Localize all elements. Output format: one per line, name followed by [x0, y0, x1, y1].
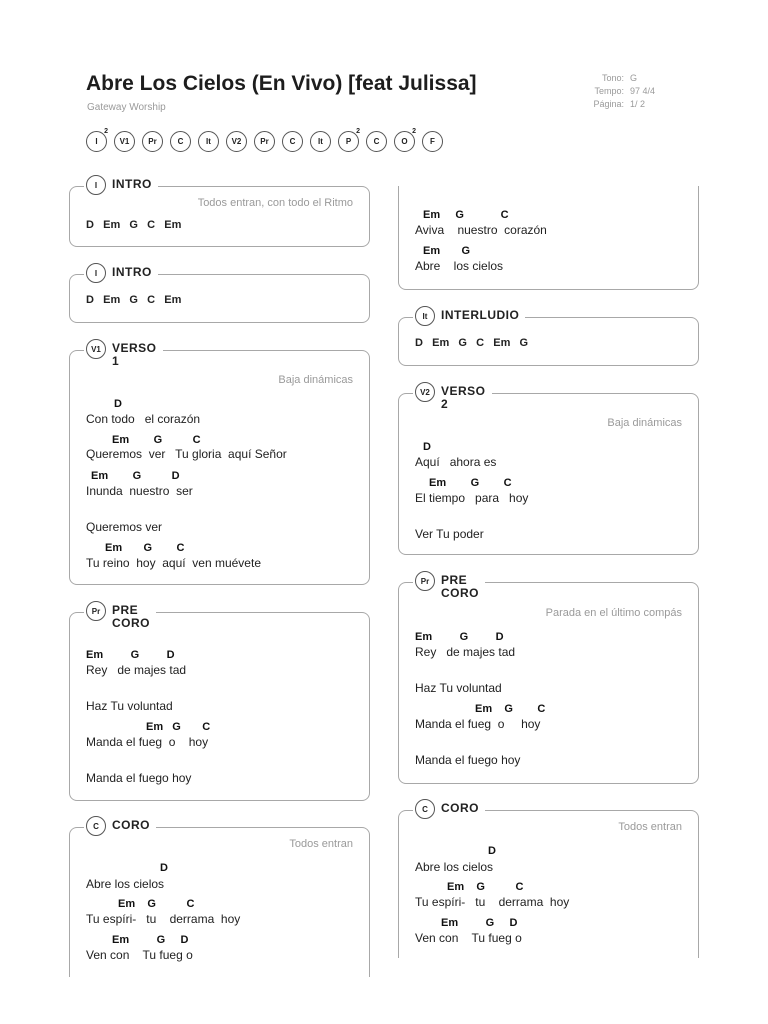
roadmap-repeat-count: 2 — [104, 128, 108, 135]
lyric-line: Queremos ver — [86, 520, 163, 534]
chord-line: Em G C — [112, 434, 201, 446]
lyric-line: Abre los cielos — [415, 860, 494, 874]
roadmap-badge[interactable] — [114, 131, 135, 152]
lyric-line: Rey de majes tad — [86, 663, 187, 677]
roadmap-badge[interactable] — [254, 131, 275, 152]
lyric-line: Abre los cielos — [415, 259, 504, 273]
tono-value: G — [630, 73, 638, 83]
section-name: VERSO 2 — [441, 384, 486, 411]
lyric-line: Tu reino hoy aquí ven muévete — [86, 556, 261, 570]
section-name: INTERLUDIO — [441, 308, 520, 322]
section-badge: Pr — [415, 571, 435, 591]
section-note: Baja dinámicas — [278, 374, 353, 386]
section-badge: V1 — [86, 339, 106, 359]
roadmap-badge[interactable] — [422, 131, 443, 152]
roadmap-badge[interactable] — [366, 131, 387, 152]
lyric-line: Manda el fuego hoy — [415, 753, 521, 767]
page-label: Página: — [593, 99, 624, 109]
section-badge: It — [415, 306, 435, 326]
chord-line: D — [114, 398, 122, 410]
chord-line: Em G C — [447, 881, 524, 893]
chord-line: Em G — [423, 245, 471, 257]
lyric-line: Haz Tu voluntad — [415, 681, 502, 695]
lyric-line: Aviva nuestro corazón — [415, 223, 547, 237]
song-meta — [590, 72, 655, 111]
lyric-line: Aquí ahora es — [415, 455, 497, 469]
lyric-line: Tu espíri- tu derrama hoy — [86, 912, 241, 926]
section-pre-coro-2 — [398, 573, 699, 784]
section-interludio — [398, 308, 699, 366]
chord-line: D — [160, 862, 168, 874]
lyric-line: Haz Tu voluntad — [86, 699, 173, 713]
lyric-line: Ver Tu poder — [415, 527, 484, 541]
roadmap-badge[interactable] — [282, 131, 303, 152]
section-badge: C — [415, 799, 435, 819]
roadmap-badge-code: I — [95, 137, 98, 146]
section-badge: Pr — [86, 601, 106, 621]
lyric-line: Queremos ver Tu gloria aquí Señor — [86, 447, 287, 461]
roadmap-badge-code: It — [318, 137, 323, 146]
lyric-line: Ven con Tu fueg o — [415, 931, 522, 945]
chord-line: D — [423, 441, 431, 453]
section-note: Todos entran — [289, 838, 353, 850]
section-name: VERSO 1 — [112, 341, 157, 368]
tono-label: Tono: — [601, 73, 624, 83]
chord-line: D Em G C Em G — [415, 337, 529, 349]
chord-line: Em G D — [441, 917, 518, 929]
roadmap — [86, 128, 443, 152]
roadmap-badge[interactable] — [86, 128, 108, 152]
lyric-line: Abre los cielos — [86, 877, 165, 891]
section-verso-2 — [398, 384, 699, 555]
lyric-line: Inunda nuestro ser — [86, 484, 193, 498]
lyric-line: Con todo el corazón — [86, 412, 201, 426]
section-name: INTRO — [112, 265, 152, 279]
section-intro-1 — [69, 177, 370, 247]
song-artist: Gateway Worship — [87, 102, 166, 113]
chord-line: Em G D — [415, 631, 504, 643]
lyric-line: Ven con Tu fueg o — [86, 948, 193, 962]
section-badge: I — [86, 175, 106, 195]
section-name: CORO — [112, 818, 150, 832]
roadmap-badge-code: Pr — [148, 137, 157, 146]
chord-line: Em G C — [423, 209, 509, 221]
page-value: 1/ 2 — [630, 99, 646, 109]
roadmap-badge[interactable] — [170, 131, 191, 152]
lyric-line: El tiempo para hoy — [415, 491, 529, 505]
lyric-line: Manda el fuego hoy — [86, 771, 192, 785]
section-coro-2 — [398, 801, 699, 958]
roadmap-badge-code: It — [206, 137, 211, 146]
section-pre-coro-1 — [69, 603, 370, 801]
chord-line: D — [488, 845, 496, 857]
chord-line: Em G D — [91, 470, 180, 482]
section-coro-continued — [398, 186, 699, 290]
chord-line: D Em G C Em — [86, 294, 182, 306]
section-coro-1 — [69, 818, 370, 977]
chord-line: Em G C — [105, 542, 185, 554]
roadmap-badge[interactable] — [142, 131, 163, 152]
section-badge: I — [86, 263, 106, 283]
roadmap-badge-code: C — [177, 137, 184, 146]
roadmap-badge-code: C — [373, 137, 380, 146]
chord-line: Em G D — [112, 934, 189, 946]
roadmap-badge[interactable] — [338, 128, 360, 152]
section-badge: V2 — [415, 382, 435, 402]
roadmap-badge[interactable] — [198, 131, 219, 152]
roadmap-badge-code: C — [289, 137, 296, 146]
chord-line: Em G C — [146, 721, 211, 733]
section-note: Todos entran, con todo el Ritmo — [197, 197, 353, 209]
roadmap-badge-code: O — [401, 137, 408, 146]
chord-line: Em G C — [118, 898, 195, 910]
section-badge: C — [86, 816, 106, 836]
section-name: PRE CORO — [112, 603, 150, 630]
roadmap-badge-code: Pr — [260, 137, 269, 146]
section-name: PRE CORO — [441, 573, 479, 600]
tempo-value: 97 4/4 — [630, 86, 656, 96]
section-note: Baja dinámicas — [607, 417, 682, 429]
chord-line: Em G D — [86, 649, 175, 661]
roadmap-repeat-count: 2 — [412, 128, 416, 135]
chord-line: Em G C — [475, 703, 546, 715]
roadmap-badge-code: V2 — [231, 137, 242, 146]
lyric-line: Manda el fueg o hoy — [86, 735, 209, 749]
roadmap-badge-code: V1 — [119, 137, 130, 146]
roadmap-badge[interactable] — [394, 128, 416, 152]
lyric-line: Manda el fueg o hoy — [415, 717, 541, 731]
section-note: Parada en el último compás — [545, 607, 682, 619]
lyric-line: Rey de majes tad — [415, 645, 516, 659]
roadmap-badge[interactable] — [310, 131, 331, 152]
chord-line: Em G C — [429, 477, 512, 489]
roadmap-badge[interactable] — [226, 131, 247, 152]
roadmap-repeat-count: 2 — [356, 128, 360, 135]
section-intro-2 — [69, 265, 370, 323]
chord-line: D Em G C Em — [86, 219, 182, 231]
roadmap-badge-code: F — [430, 137, 435, 146]
section-verso-1 — [69, 341, 370, 585]
section-name: CORO — [441, 801, 479, 815]
section-name: INTRO — [112, 177, 152, 191]
song-title: Abre Los Cielos (En Vivo) [feat Julissa] — [86, 72, 477, 95]
tempo-label: Tempo: — [594, 86, 624, 96]
lyric-line: Tu espíri- tu derrama hoy — [415, 895, 570, 909]
roadmap-badge-code: P — [345, 137, 352, 146]
section-note: Todos entran — [618, 821, 682, 833]
